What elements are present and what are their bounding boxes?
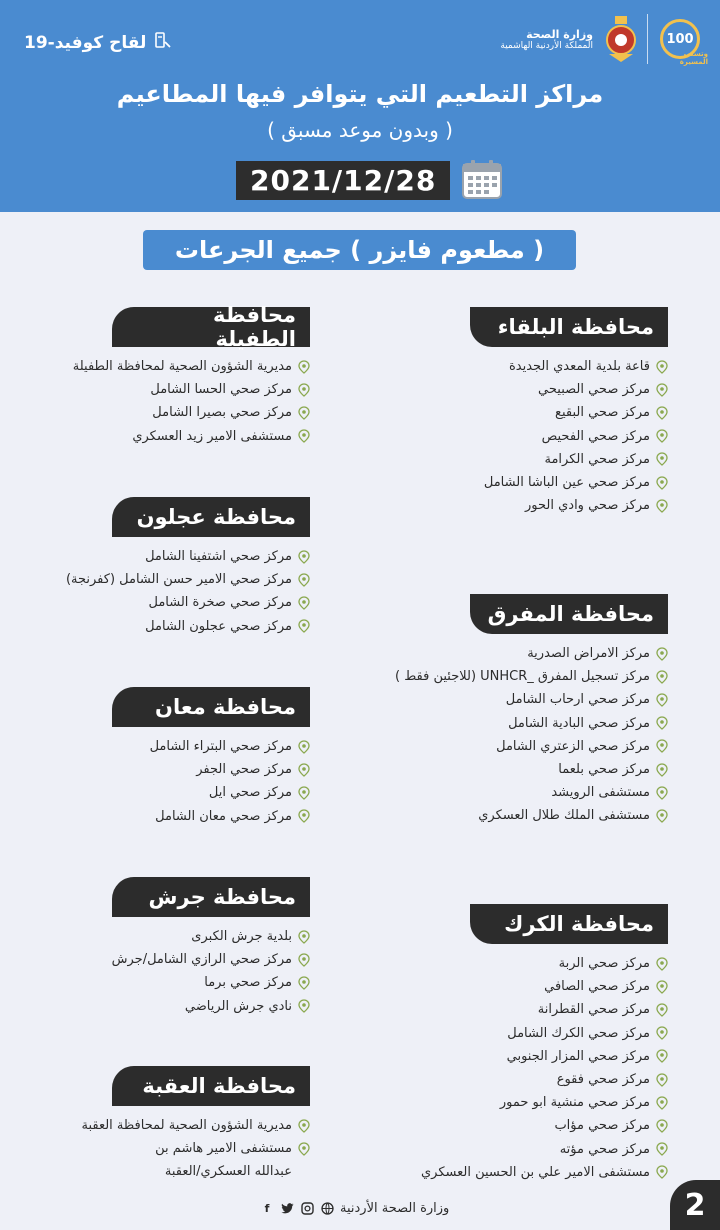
list-item [328, 1138, 668, 1161]
instagram-icon[interactable] [300, 1202, 314, 1216]
governorate-jerash [10, 877, 310, 1018]
center-name: مركز صحي البقيع [555, 405, 650, 421]
center-name: مركز صحي الربة [558, 956, 650, 972]
location-pin-icon [656, 693, 668, 707]
center-name: مركز صحي برما [204, 975, 292, 991]
governorate-title: محافظة البلقاء [470, 307, 668, 347]
center-name: مركز تسجيل المفرق _UNHCR (للاجئين فقط ) [395, 669, 650, 685]
social-icons [260, 1202, 334, 1216]
list-item [328, 448, 668, 471]
location-pin-icon [656, 1096, 668, 1110]
location-pin-icon [656, 1165, 668, 1179]
center-name: مركز صحي مؤاب [554, 1118, 650, 1134]
list-item [328, 1114, 668, 1137]
location-pin-icon [656, 406, 668, 420]
location-pin-icon [298, 809, 310, 823]
center-name: مركز صحي فقوع [556, 1072, 650, 1088]
twitter-icon[interactable] [280, 1202, 294, 1216]
governorate-title: محافظة جرش [112, 877, 310, 917]
center-name: مركز صحي البادية الشامل [508, 715, 650, 731]
center-name: مركز صحي عين الباشا الشامل [483, 475, 650, 491]
center-name: مستشفى الامير زيد العسكري [132, 428, 292, 444]
center-name: مركز صحي البتراء الشامل [149, 739, 292, 755]
list-item [10, 948, 310, 971]
center-list [10, 735, 310, 828]
location-pin-icon [298, 1119, 310, 1133]
centennial-logo [652, 10, 708, 68]
center-name: مركز صحي الكرك الشامل [507, 1025, 650, 1041]
center-name: مركز صحي الصافي [544, 979, 650, 995]
center-name: مركز صحي الزعتري الشامل [496, 738, 650, 754]
center-list [328, 952, 668, 1184]
location-pin-icon [298, 573, 310, 587]
page-number: 2 [670, 1180, 720, 1230]
calendar-icon [460, 158, 504, 202]
header-banner [0, 0, 720, 212]
list-item [328, 1068, 668, 1091]
list-item [328, 401, 668, 424]
list-item [328, 355, 668, 378]
vaccine-icon [152, 30, 172, 55]
location-pin-icon [656, 360, 668, 374]
list-item [10, 758, 310, 781]
page-subtitle: ( وبدون موعد مسبق ) [267, 118, 453, 142]
location-pin-icon [656, 1049, 668, 1063]
center-list [10, 1114, 310, 1184]
list-item [328, 688, 668, 711]
location-pin-icon [656, 476, 668, 490]
center-list [328, 642, 668, 828]
center-name: مركز صحي ارحاب الشامل [505, 692, 650, 708]
center-name: مديرية الشؤون الصحية لمحافظة الطفيلة [72, 359, 292, 375]
list-item [328, 998, 668, 1021]
location-pin-icon [298, 550, 310, 564]
list-item [10, 545, 310, 568]
list-item [328, 735, 668, 758]
list-item [10, 615, 310, 638]
list-item [10, 1160, 310, 1183]
list-item [328, 1091, 668, 1114]
covid-tag-label: لقاح كوفيد-19 [24, 32, 147, 53]
center-name: مستشفى الملك طلال العسكري [478, 808, 650, 824]
location-pin-icon [656, 1119, 668, 1133]
governorate-tafila [10, 303, 310, 448]
location-pin-icon [298, 429, 310, 443]
list-item [328, 975, 668, 998]
covid-tag [24, 30, 172, 55]
center-list [10, 355, 310, 448]
center-name: بلدية جرش الكبرى [191, 929, 292, 945]
location-pin-icon [298, 619, 310, 633]
list-item [10, 378, 310, 401]
governorate-maan [10, 687, 310, 828]
location-pin-icon [298, 786, 310, 800]
list-item [10, 568, 310, 591]
location-pin-icon [656, 786, 668, 800]
list-item [10, 971, 310, 994]
location-pin-icon [656, 716, 668, 730]
list-item [10, 355, 310, 378]
center-name: مركز صحي وادي الحور [525, 498, 650, 514]
governorate-title: محافظة عجلون [112, 497, 310, 537]
center-name: مركز صحي صخرة الشامل [148, 595, 292, 611]
location-pin-icon [656, 957, 668, 971]
center-name: عبدالله العسكري/العقبة [164, 1164, 292, 1180]
list-item [10, 1137, 310, 1160]
governorate-title: محافظة الطفيلة [112, 307, 310, 347]
list-item [328, 425, 668, 448]
center-name: مركز صحي الكرامة [544, 451, 650, 467]
logo-group [500, 10, 708, 68]
logo-divider [647, 14, 648, 64]
center-name: قاعة بلدية المعدي الجديدة [508, 359, 650, 375]
location-pin-icon [298, 596, 310, 610]
page-title: مراكز التطعيم التي يتوافر فيها المطاعيم [116, 80, 604, 108]
center-name: مستشفى الامير علي بن الحسين العسكري [421, 1164, 650, 1180]
ministry-name [500, 28, 593, 51]
footer-ministry: وزارة الصحة الأردنية [340, 1201, 450, 1216]
list-item [10, 1114, 310, 1137]
governorate-title: محافظة العقبة [112, 1066, 310, 1106]
location-pin-icon [656, 1003, 668, 1017]
governorate-ajloun [10, 497, 310, 638]
location-pin-icon [656, 452, 668, 466]
center-name: مركز صحي منشية ابو حمور [499, 1095, 650, 1111]
governorate-title: محافظة المفرق [470, 594, 668, 634]
location-pin-icon [656, 1142, 668, 1156]
location-pin-icon [298, 1142, 310, 1156]
list-item [10, 781, 310, 804]
location-pin-icon [298, 360, 310, 374]
governorate-title: محافظة معان [112, 687, 310, 727]
center-name: مركز صحي معان الشامل [155, 808, 292, 824]
center-name: مركز صحي الامير حسن الشامل (كفرنجة) [65, 572, 292, 588]
location-pin-icon [298, 976, 310, 990]
date-label: 2021/12/28 [236, 161, 450, 200]
vaccine-banner: ( مطعوم فايزر ) جميع الجرعات [143, 230, 576, 270]
center-list [10, 925, 310, 1018]
footer [260, 1201, 449, 1216]
date-row [236, 158, 504, 202]
location-pin-icon [656, 809, 668, 823]
list-item [328, 781, 668, 804]
ministry-line1: وزارة الصحة [526, 27, 593, 41]
location-pin-icon [298, 406, 310, 420]
location-pin-icon [656, 739, 668, 753]
location-pin-icon [656, 647, 668, 661]
center-name: مركز صحي بلعما [558, 762, 650, 778]
governorate-title: محافظة الكرك [470, 904, 668, 944]
list-item [10, 735, 310, 758]
list-item [328, 804, 668, 827]
list-item [328, 1045, 668, 1068]
governorate-karak [328, 904, 668, 1184]
location-pin-icon [298, 383, 310, 397]
center-name: مركز صحي اشتفينا الشامل [145, 549, 292, 565]
centennial-number: 100 [660, 19, 700, 59]
center-name: مركز صحي الجفر [196, 762, 292, 778]
location-pin-icon [656, 1026, 668, 1040]
center-name: نادي جرش الرياضي [184, 998, 292, 1014]
list-item [328, 665, 668, 688]
location-pin-icon [298, 930, 310, 944]
center-name: مستشفى الرويشد [551, 785, 650, 801]
list-item [328, 1161, 668, 1184]
centennial-caption: وتستمر المسيرة [679, 50, 708, 66]
location-pin-icon [656, 1073, 668, 1087]
governorate-aqaba [10, 1066, 310, 1184]
governorate-mafraq [328, 594, 668, 828]
center-name: مركز صحي الحسا الشامل [150, 382, 292, 398]
globe-icon[interactable] [320, 1202, 334, 1216]
list-item [328, 758, 668, 781]
center-name: مركز صحي مؤته [559, 1141, 650, 1157]
list-item [10, 805, 310, 828]
center-name: مركز صحي الرازي الشامل/جرش [111, 952, 292, 968]
list-item [328, 378, 668, 401]
list-item [328, 471, 668, 494]
governorate-balqa [328, 307, 668, 517]
center-name: مركز صحي عجلون الشامل [145, 618, 292, 634]
location-pin-icon [656, 670, 668, 684]
center-name: مديرية الشؤون الصحية لمحافظة العقبة [81, 1118, 292, 1134]
list-item [10, 925, 310, 948]
center-name: مركز صحي ايل [208, 785, 292, 801]
location-pin-icon [656, 383, 668, 397]
location-pin-icon [656, 499, 668, 513]
list-item [10, 401, 310, 424]
center-name: مركز الامراض الصدرية [527, 646, 650, 662]
list-item [10, 995, 310, 1018]
center-name: مركز صحي الفحيص [541, 428, 650, 444]
center-name: مركز صحي الصبيحي [538, 382, 650, 398]
list-item [328, 494, 668, 517]
ministry-line2: المملكة الأردنية الهاشمية [500, 40, 593, 51]
location-pin-icon [298, 763, 310, 777]
center-name: مستشفى الامير هاشم بن [155, 1141, 292, 1157]
facebook-icon[interactable]: f [264, 1202, 270, 1215]
location-pin-icon [298, 999, 310, 1013]
location-pin-icon [298, 740, 310, 754]
list-item [328, 642, 668, 665]
center-list [328, 355, 668, 517]
list-item [328, 712, 668, 735]
center-name: مركز صحي المزار الجنوبي [506, 1048, 650, 1064]
center-name: مركز صحي القطرانة [537, 1002, 650, 1018]
crest-icon [599, 12, 643, 66]
location-pin-icon [656, 980, 668, 994]
location-pin-icon [656, 429, 668, 443]
list-item [10, 425, 310, 448]
center-list [10, 545, 310, 638]
location-pin-icon [298, 953, 310, 967]
list-item [328, 952, 668, 975]
location-pin-icon [656, 763, 668, 777]
center-name: مركز صحي بصيرا الشامل [152, 405, 292, 421]
list-item [328, 1022, 668, 1045]
list-item [10, 591, 310, 614]
